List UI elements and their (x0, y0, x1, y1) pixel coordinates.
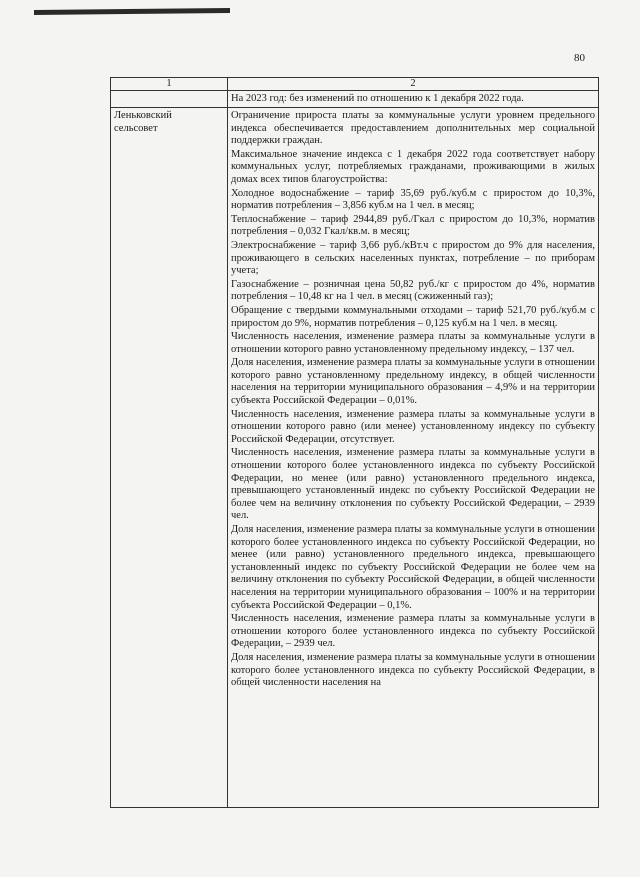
continued-row-empty-cell (111, 91, 228, 108)
paragraph-population-equal: Численность населения, изменение размера платы за коммунальные услуги в отношении которого равно установленному предельному индексу, – 137 чел. (231, 331, 595, 355)
paragraph-gas: Газоснабжение – розничная цена 50,82 руб./кг с приростом до 4%, норматив потребления – 10,48 кг на 1 чел. в месяц (сжиженный газ); (231, 278, 595, 303)
municipality-cell (111, 108, 228, 808)
column-number-2: 2 (228, 78, 599, 91)
municipality-name-line: сельсовет (114, 122, 158, 134)
paragraph-population-between: Численность населения, изменение размера платы за коммунальные услуги в отношении которого более установленного индекса по субъекту Российской Федерации, но менее (или равно) установленного предельного индекса, превышающего установленный индекс по субъекту Российской Федерации не более чем на величину отклонения по субъекту Российской Федерации, – 2939 чел. (231, 447, 595, 522)
paragraph-population-above: Численность населения, изменение размера платы за коммунальные услуги в отношении которого более установленного индекса по субъекту Российской Федерации, – 2939 чел. (231, 613, 595, 650)
paragraph-share-between: Доля населения, изменение размера платы за коммунальные услуги в отношении которого более установленного индекса по субъекту Российской Федерации, но менее (или равно) установленного предельного индекса, превышающего установленный индекс по субъекту Российской Федерации не более чем на величину отклонения по субъекту Российской Федерации, в общей численности населения на территории муниципального образования – 100% и на территории субъекта Российской Федерации – 0,1%. (231, 524, 595, 611)
paragraph-share-equal: Доля населения, изменение размера платы за коммунальные услуги в отношении которого равно установленному предельному индексу, в общей численности населения на территории муниципального образования – 4,9% и на территории субъекта Российской Федерации – 0,01%. (231, 357, 595, 407)
paragraph-heating: Теплоснабжение – тариф 2944,89 руб./Гкал с приростом до 10,3%, норматив потребления – 0,032 Гкал/кв.м. в месяц; (231, 213, 595, 238)
paragraph-electricity: Электроснабжение – тариф 3,66 руб./кВт.ч с приростом до 9% для населения, проживающего в сельских населенных пунктах, потребление – по приборам учета; (231, 239, 595, 277)
paragraph-population-less: Численность населения, изменение размера платы за коммунальные услуги в отношении которого равно (или менее) установленному индексу по субъекту Российской Федерации, отсутствует. (231, 408, 595, 445)
paragraph-cold-water: Холодное водоснабжение – тариф 35,69 руб./куб.м с приростом до 10,3%, норматив потребления – 3,856 куб.м на 1 чел. в месяц; (231, 187, 595, 212)
paragraph-waste: Обращение с твердыми коммунальными отходами – тариф 521,70 руб./куб.м с приростом до 9%, норматив потребления – 0,125 куб.м на 1 чел. в месяц. (231, 304, 595, 329)
table-row (111, 108, 599, 808)
scan-edge-mark (34, 8, 230, 15)
description-cell (228, 108, 599, 808)
paragraph-share-above: Доля населения, изменение размера платы за коммунальные услуги в отношении которого более установленного индекса по субъекту Российской Федерации, в общей численности населения на (231, 651, 595, 689)
index-table (110, 77, 599, 808)
paragraph-limit-note: Ограничение прироста платы за коммунальные услуги уровнем предельного индекса обеспечивается предоставлением дополнительных мер социальной поддержки граждан. (231, 110, 595, 147)
column-number-1: 1 (111, 78, 228, 91)
continued-row (111, 91, 599, 108)
paragraph-max-index: Максимальное значение индекса с 1 декабря 2022 года соответствует набору коммунальных услуг, потребляемых гражданами, проживающими в жилых домах всех типов благоустройства: (231, 148, 595, 185)
table-header-row (111, 78, 599, 91)
municipality-name-line: Леньковский (114, 110, 172, 121)
continued-row-text: На 2023 год: без изменений по отношению к 1 декабря 2022 года. (228, 91, 599, 108)
page-number: 80 (574, 52, 585, 64)
